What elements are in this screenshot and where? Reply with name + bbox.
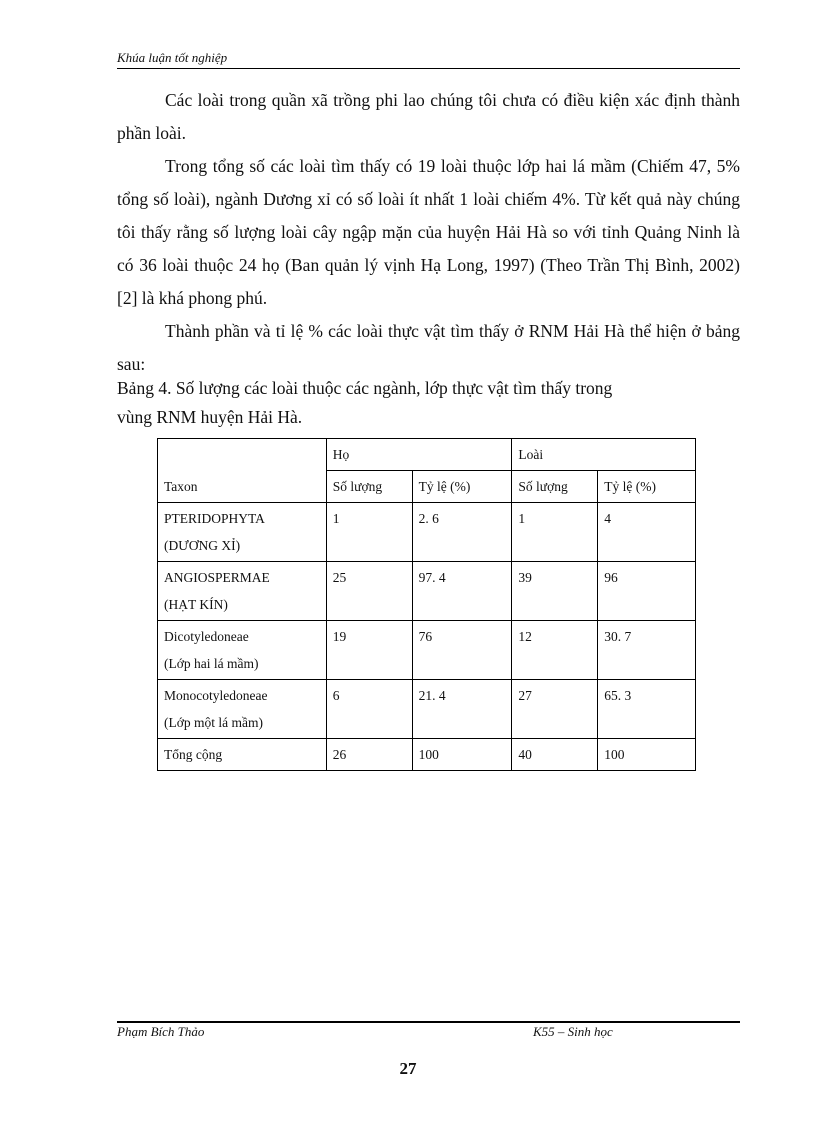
cell-loai-count: 1 (512, 503, 598, 562)
taxon-name: PTERIDOPHYTA (164, 511, 265, 526)
cell-loai-pct: 30. 7 (598, 621, 696, 680)
cell-loai-pct: 65. 3 (598, 680, 696, 739)
cell-loai-pct: 96 (598, 562, 696, 621)
footer-author: Phạm Bích Thảo (117, 1024, 205, 1039)
cell-taxon (158, 562, 327, 621)
taxon-name: Monocotyledoneae (164, 688, 268, 703)
subheader-ho-count: Số lượng (326, 471, 412, 503)
table-header-row (158, 439, 696, 471)
cell-loai-pct: 4 (598, 503, 696, 562)
paragraph-3: Thành phần và tỉ lệ % các loài thực vật tìm thấy ở RNM Hải Hà thể hiện ở bảng sau: (117, 321, 740, 374)
cell-taxon (158, 503, 327, 562)
cell-ho-pct: 97. 4 (412, 562, 512, 621)
taxon-table (157, 438, 696, 771)
paragraph-1: Các loài trong quần xã trồng phi lao chúng tôi chưa có điều kiện xác định thành phần loài. (117, 90, 740, 143)
taxon-vn-name: (Lớp hai lá mầm) (164, 656, 259, 671)
subheader-loai-pct: Tỷ lệ (%) (598, 471, 696, 503)
cell-ho-count: 1 (326, 503, 412, 562)
page-header: Khúa luận tốt nghiệp (117, 50, 740, 69)
table-row (158, 503, 696, 562)
subheader-ho-pct: Tỷ lệ (%) (412, 471, 512, 503)
table-row (158, 562, 696, 621)
cell-loai-count: 12 (512, 621, 598, 680)
table-row-total (158, 739, 696, 771)
cell-ho-count: 6 (326, 680, 412, 739)
taxon-vn-name: (Lớp một lá mầm) (164, 715, 263, 730)
cell-ho-pct: 21. 4 (412, 680, 512, 739)
cell-taxon (158, 680, 327, 739)
body-text (117, 84, 740, 381)
footer-class: K55 – Sinh học (533, 1024, 613, 1039)
cell-loai-pct: 100 (598, 739, 696, 771)
subheader-loai-count: Số lượng (512, 471, 598, 503)
taxon-vn-name: (DƯƠNG XỈ) (164, 538, 241, 553)
taxon-name: ANGIOSPERMAE (164, 570, 270, 585)
cell-ho-count: 26 (326, 739, 412, 771)
page-number: 27 (399, 1059, 417, 1078)
taxon-name: Dicotyledoneae (164, 629, 249, 644)
table-caption-line-2: vùng RNM huyện Hải Hà. (117, 407, 303, 427)
cell-loai-count: 39 (512, 562, 598, 621)
cell-ho-count: 19 (326, 621, 412, 680)
cell-ho-count: 25 (326, 562, 412, 621)
header-loai: Loài (512, 439, 696, 471)
cell-ho-pct: 100 (412, 739, 512, 771)
table-row (158, 621, 696, 680)
cell-ho-pct: 76 (412, 621, 512, 680)
footer-divider (117, 1021, 740, 1023)
cell-taxon (158, 621, 327, 680)
cell-ho-pct: 2. 6 (412, 503, 512, 562)
taxon-vn-name: (HẠT KÍN) (164, 597, 228, 612)
table-caption (117, 374, 717, 432)
table-caption-line-1: Bảng 4. Số lượng các loài thuộc các ngành, lớp thực vật tìm thấy trong (117, 378, 613, 398)
cell-taxon: Tổng cộng (158, 739, 327, 771)
cell-loai-count: 27 (512, 680, 598, 739)
table-row (158, 680, 696, 739)
header-ho: Họ (326, 439, 512, 471)
paragraph-2: Trong tổng số các loài tìm thấy có 19 loài thuộc lớp hai lá mầm (Chiếm 47, 5% tổng số loài), ngành Dương xỉ có số loài ít nhất 1 loài chiếm 4%. Từ kết quả này chúng tôi thấy rằng số lượng loài cây ngập mặn của huyện Hải Hà so với tỉnh Quảng Ninh là có 36 loài thuộc 24 họ (Ban quản lý vịnh Hạ Long, 1997) (Theo Trần Thị Bình, 2002) [2] là khá phong phú. (117, 156, 740, 308)
header-taxon: Taxon (158, 439, 327, 503)
cell-loai-count: 40 (512, 739, 598, 771)
